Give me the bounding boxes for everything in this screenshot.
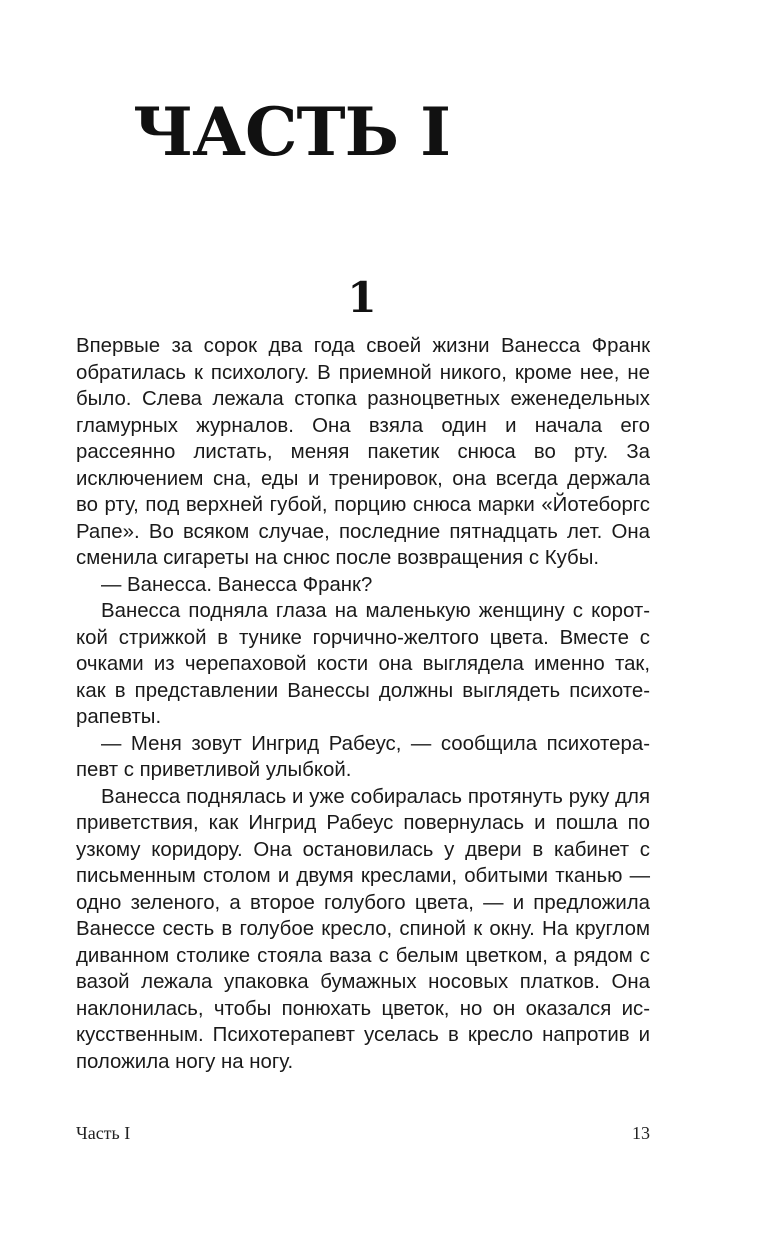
- paragraph: Ванесса поднялась и уже собиралась протянуть руку для приветствия, как Ингрид Рабеус повернулась и пошла по узкому коридору. Она остановилась у двери в кабинет с письменным столом и двумя креслами, обитыми тканью — одно зеленого, а второе голубого цвета, — и предложила Ванессе сесть в голубое кресло, спиной к окну. На круглом диванном столике стояла ваза с белым цветком, а рядом с вазой лежала упаковка бумажных носовых платков. Она наклонилась, чтобы понюхать цветок, но он оказался искусственным. Психотерапевт уселась в кресло напротив и положила ногу на ногу.: [76, 785, 650, 1073]
- paragraph: — Меня зовут Ингрид Рабеус, — сообщила психотерапевт с приветливой улыбкой.: [76, 732, 650, 781]
- body-text: [76, 333, 650, 1075]
- page-number: 13: [632, 1123, 650, 1143]
- part-title: ЧАСТЬ I: [133, 93, 450, 171]
- paragraph: — Ванесса. Ванесса Франк?: [101, 573, 373, 596]
- paragraph: Впервые за сорок два года своей жизни Ванесса Франк обратилась к психологу. В приемной никого, кроме нее, не было. Слева лежала стопка разноцветных еженедельных гламурных журналов. Она взяла один и начала его рассеянно листать, меняя пакетик снюса во рту. За исключением сна, еды и тренировок, она всегда держала во рту, под верхней губой, порцию снюса марки «Йотеборгс Рапе». Во всяком случае, последние пятнадцать лет. Она сменила сигареты на снюс после возвращения с Кубы.: [76, 335, 650, 569]
- paragraph: Ванесса подняла глаза на маленькую женщину с короткой стрижкой в тунике горчично-желтого цвета. Вместе с очками из черепаховой кости она выглядела именно так, как в представлении Ванессы должны выглядеть психотерапевты.: [76, 600, 650, 728]
- chapter-number: 1: [347, 273, 377, 322]
- running-title: Часть I: [76, 1123, 131, 1143]
